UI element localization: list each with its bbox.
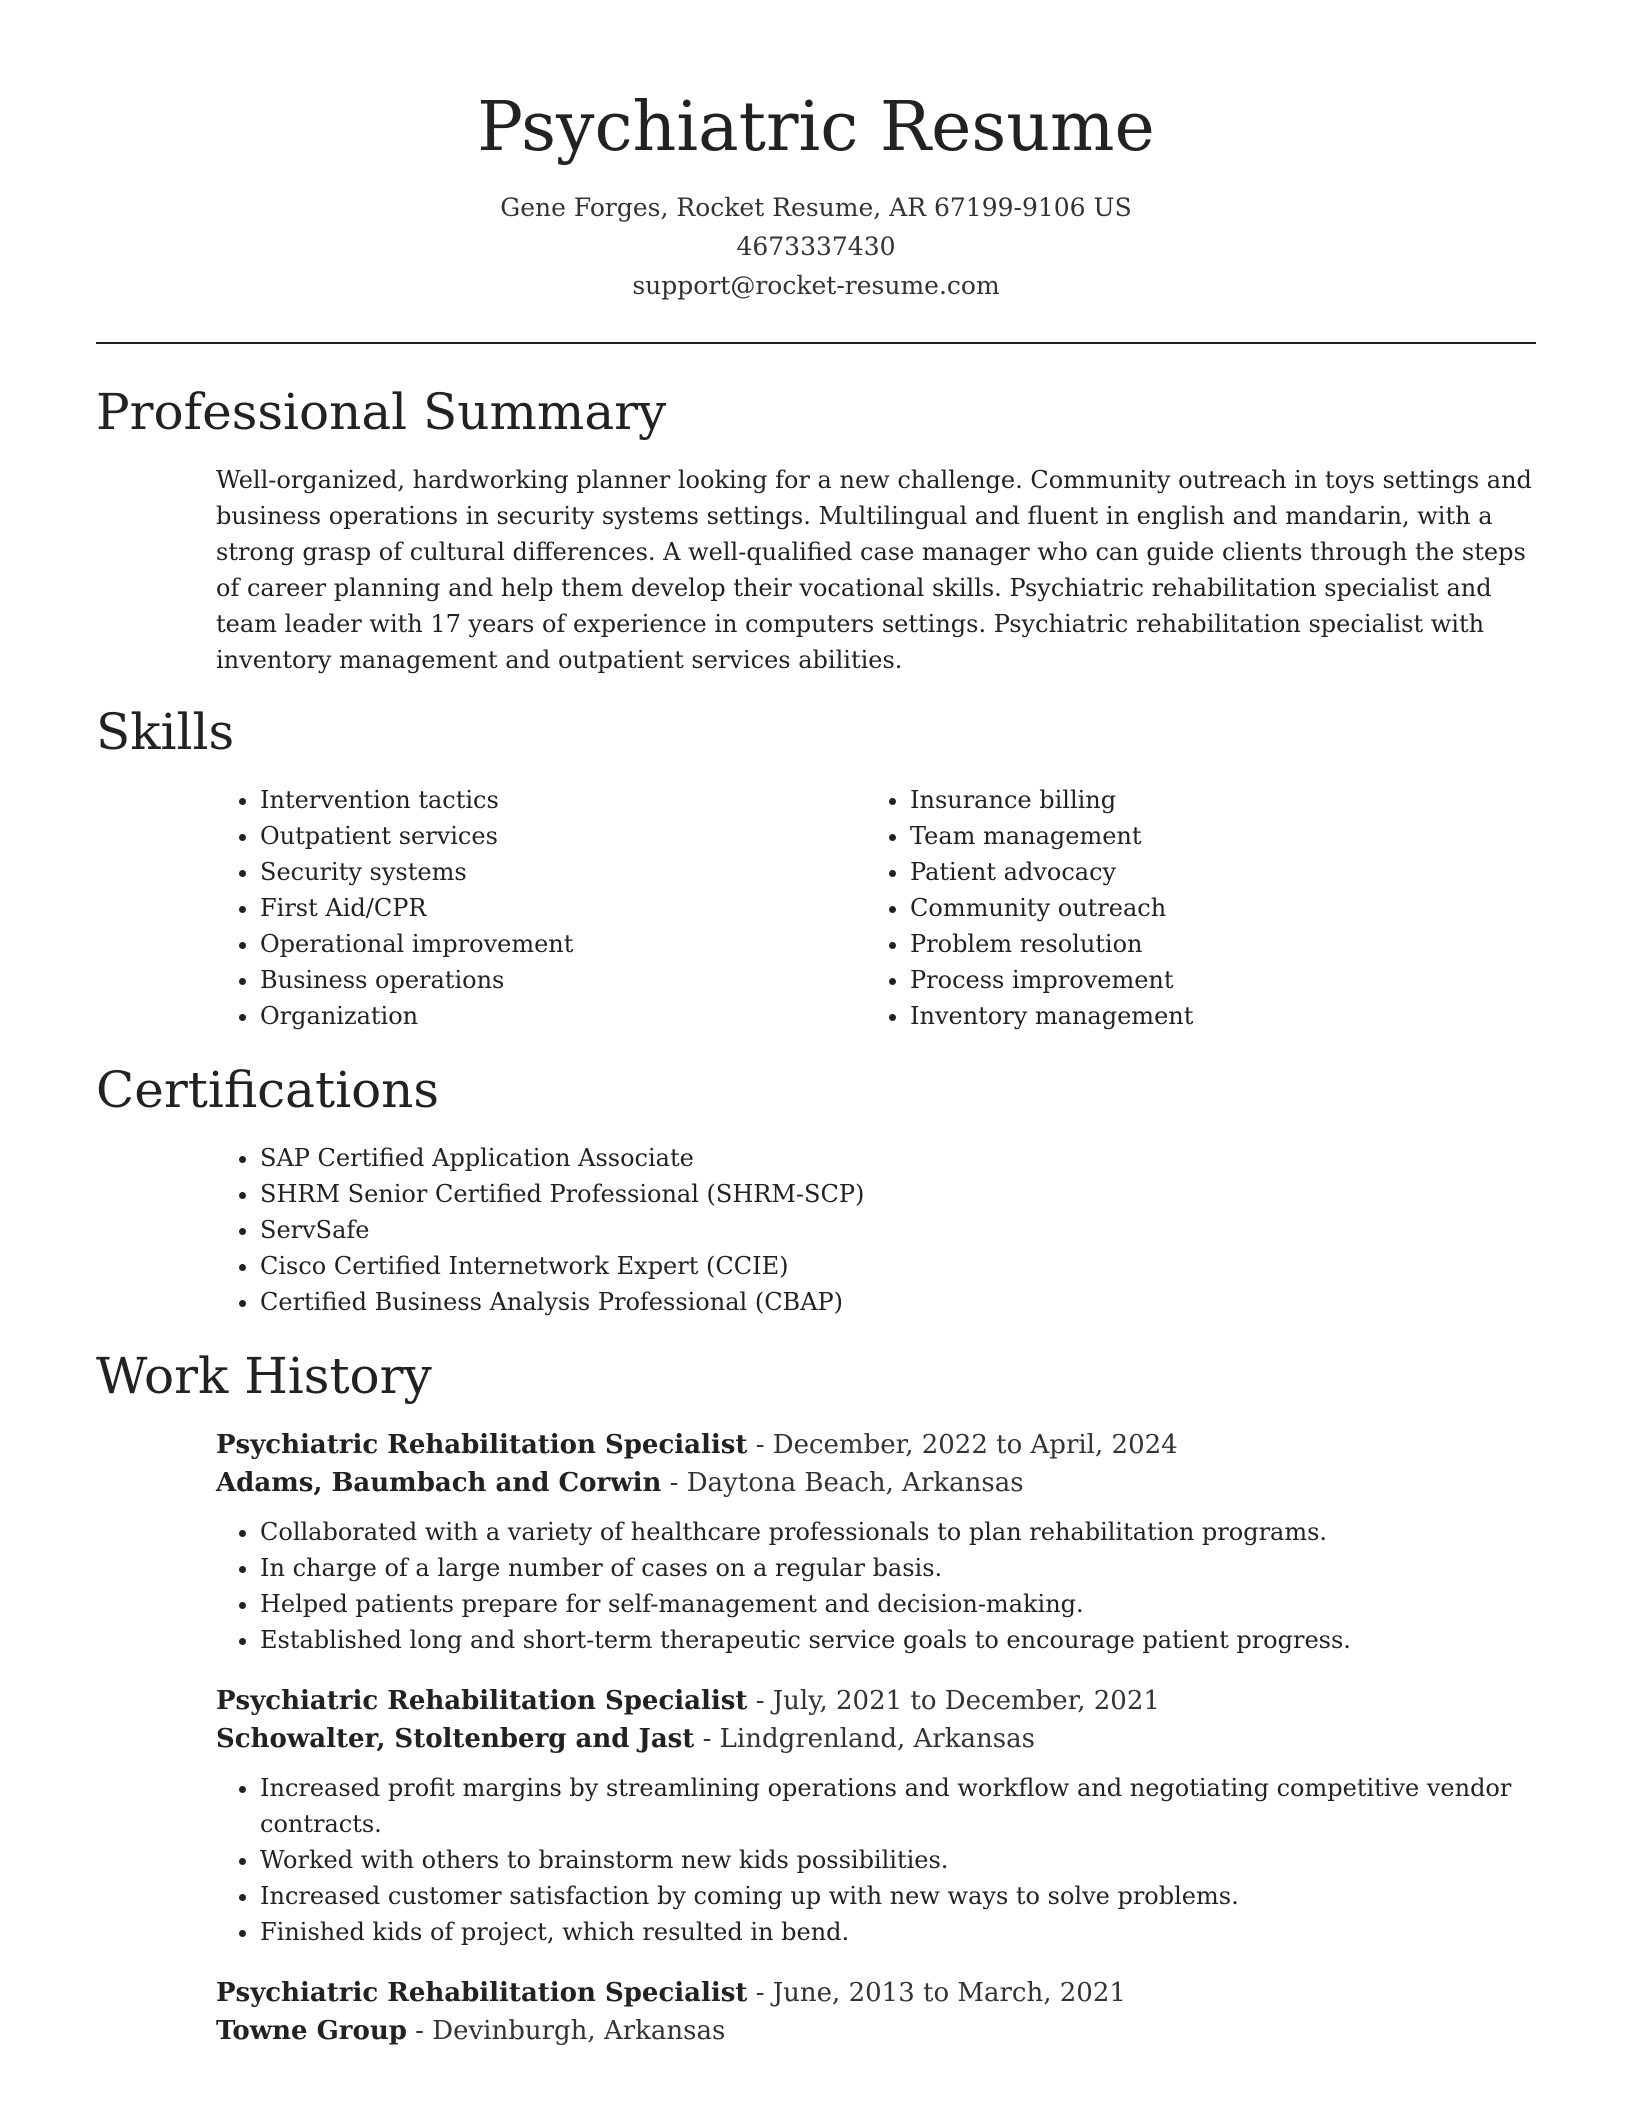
skill-item: • Problem resolution bbox=[910, 926, 1516, 962]
certification-item: • Certified Business Analysis Professional (CBAP) bbox=[260, 1284, 1536, 1320]
job-location: - Devinburgh, Arkansas bbox=[406, 2016, 726, 2046]
job-bullet: • Worked with others to brainstorm new kids possibilities. bbox=[260, 1842, 1536, 1878]
job-company-line bbox=[216, 1720, 1536, 1758]
job-dates: - July, 2021 to December, 2021 bbox=[747, 1686, 1160, 1716]
work-history-section bbox=[96, 1346, 1536, 2050]
job-company: Towne Group bbox=[216, 2016, 407, 2046]
job-bullet: • Increased customer satisfaction by coming up with new ways to solve problems. bbox=[260, 1878, 1536, 1914]
skill-item: • Outpatient services bbox=[260, 818, 866, 854]
skills-heading: Skills bbox=[96, 703, 235, 761]
job-location: - Lindgrenland, Arkansas bbox=[694, 1724, 1035, 1754]
skills-section bbox=[96, 702, 1536, 1034]
job-bullet: • Helped patients prepare for self-management and decision-making. bbox=[260, 1586, 1536, 1622]
skill-item: • Team management bbox=[910, 818, 1516, 854]
job-company: Schowalter, Stoltenberg and Jast bbox=[216, 1724, 695, 1754]
job-dates: - December, 2022 to April, 2024 bbox=[747, 1430, 1178, 1460]
job-bullet: • Collaborated with a variety of healthcare professionals to plan rehabilitation programs. bbox=[260, 1514, 1536, 1550]
skill-item: • Business operations bbox=[260, 962, 866, 998]
summary-text: Well-organized, hardworking planner looking for a new challenge. Community outreach in toys settings and business operations in security systems settings. Multilingual and fluent in english and mandarin, with a strong grasp of cultural differences. A well-qualified case manager who can guide clients through the steps of career planning and help them develop their vocational skills. Psychiatric rehabilitation specialist and team leader with 17 years of experience in computers settings. Psychiatric rehabilitation specialist with inventory management and outpatient services abilities. bbox=[216, 466, 1532, 674]
job-bullets bbox=[216, 1770, 1536, 1950]
job-company-line bbox=[216, 2012, 1536, 2050]
job-bullets bbox=[216, 1514, 1536, 1658]
job-bullet: • Established long and short-term therapeutic service goals to encourage patient progress. bbox=[260, 1622, 1536, 1658]
job-company: Adams, Baumbach and Corwin bbox=[216, 1468, 662, 1498]
job-title-line bbox=[216, 1682, 1536, 1720]
job-location: - Daytona Beach, Arkansas bbox=[661, 1468, 1024, 1498]
contact-block bbox=[0, 188, 1632, 305]
skill-item: • First Aid/CPR bbox=[260, 890, 866, 926]
contact-phone: 4673337430 bbox=[736, 232, 896, 261]
skill-item: • Patient advocacy bbox=[910, 854, 1516, 890]
job-bullet: • Finished kids of project, which resulted in bend. bbox=[260, 1914, 1536, 1950]
certification-item: • Cisco Certified Internetwork Expert (CCIE) bbox=[260, 1248, 1536, 1284]
resume-header bbox=[0, 0, 1632, 305]
skill-item: • Inventory management bbox=[910, 998, 1516, 1034]
header-divider bbox=[96, 342, 1536, 344]
summary-section bbox=[96, 382, 1536, 678]
skill-item: • Insurance billing bbox=[910, 782, 1516, 818]
skills-list-right bbox=[866, 782, 1516, 1034]
skill-item: • Community outreach bbox=[910, 890, 1516, 926]
job-entry bbox=[216, 1682, 1536, 1950]
summary-heading: Professional Summary bbox=[96, 383, 667, 441]
skill-item: • Security systems bbox=[260, 854, 866, 890]
contact-address: Gene Forges, Rocket Resume, AR 67199-9106 US bbox=[500, 193, 1132, 222]
certifications-heading: Certifications bbox=[96, 1061, 440, 1119]
skill-item: • Intervention tactics bbox=[260, 782, 866, 818]
job-title: Psychiatric Rehabilitation Specialist bbox=[216, 1430, 748, 1460]
job-entry bbox=[216, 1974, 1536, 2050]
job-title-line bbox=[216, 1426, 1536, 1464]
job-company-line bbox=[216, 1464, 1536, 1502]
skills-list-left bbox=[216, 782, 866, 1034]
contact-email: support@rocket-resume.com bbox=[632, 271, 1000, 300]
skill-item: • Process improvement bbox=[910, 962, 1516, 998]
job-title: Psychiatric Rehabilitation Specialist bbox=[216, 1686, 748, 1716]
certification-item: • ServSafe bbox=[260, 1212, 1536, 1248]
skill-item: • Operational improvement bbox=[260, 926, 866, 962]
resume-title: Psychiatric Resume bbox=[477, 88, 1155, 167]
skill-item: • Organization bbox=[260, 998, 866, 1034]
work-history-heading: Work History bbox=[96, 1347, 432, 1405]
job-title: Psychiatric Rehabilitation Specialist bbox=[216, 1978, 748, 2008]
job-bullet: • Increased profit margins by streamlining operations and workflow and negotiating competitive vendor contracts. bbox=[260, 1770, 1536, 1842]
job-dates: - June, 2013 to March, 2021 bbox=[747, 1978, 1126, 2008]
job-entry bbox=[216, 1426, 1536, 1658]
job-bullet: • In charge of a large number of cases on a regular basis. bbox=[260, 1550, 1536, 1586]
skills-columns bbox=[216, 782, 1516, 1034]
certification-item: • SHRM Senior Certified Professional (SHRM-SCP) bbox=[260, 1176, 1536, 1212]
certification-item: • SAP Certified Application Associate bbox=[260, 1140, 1536, 1176]
job-title-line bbox=[216, 1974, 1536, 2012]
certifications-section bbox=[96, 1060, 1536, 1320]
certifications-list bbox=[216, 1140, 1536, 1320]
